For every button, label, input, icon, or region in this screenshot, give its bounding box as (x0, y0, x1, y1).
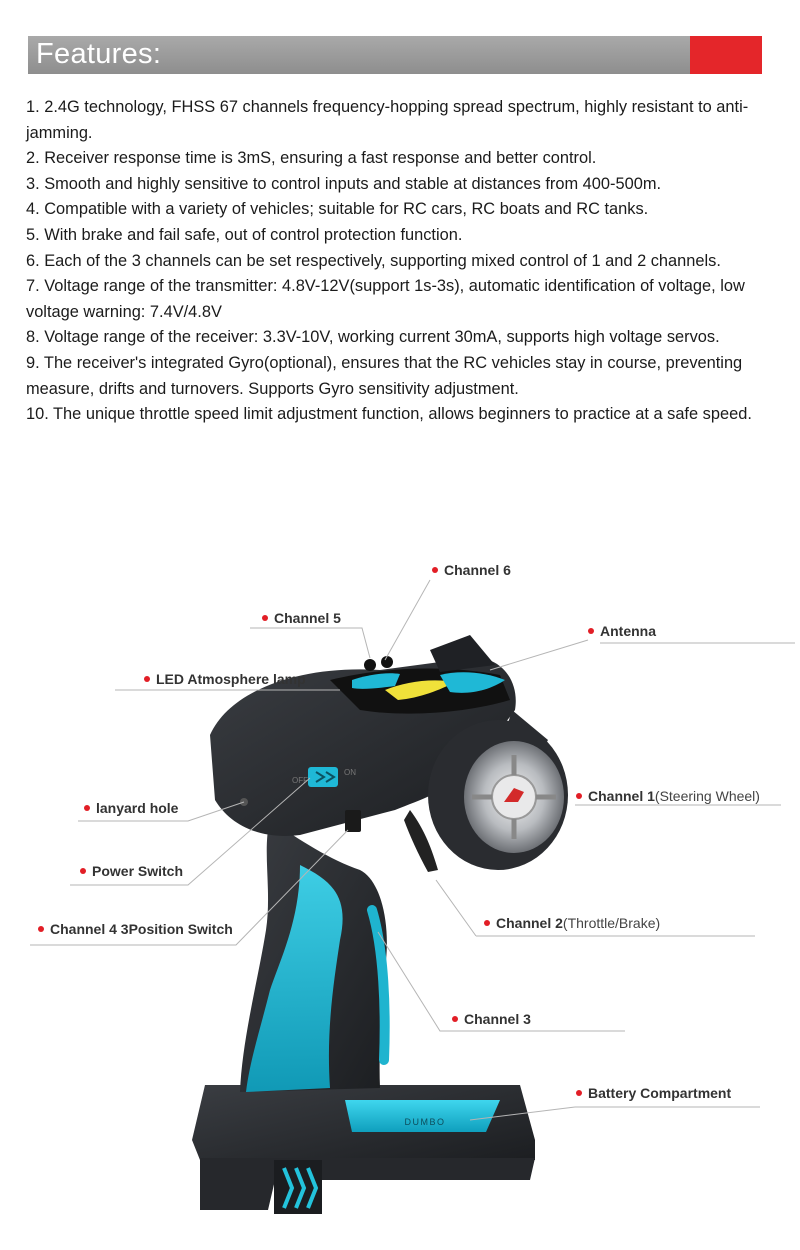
callout-label: Channel 1 (588, 788, 655, 804)
callout-sublabel: (Throttle/Brake) (562, 915, 661, 931)
callout-dot (262, 615, 268, 621)
callout-label: Antenna (600, 623, 656, 639)
callout-power-switch (80, 863, 183, 879)
brand-logo-text: DUMBO (404, 1117, 446, 1127)
transmitter-illustration (0, 540, 800, 1250)
feature-item: 4. Compatible with a variety of vehicles; suitable for RC cars, RC boats and RC tanks. (26, 200, 649, 219)
callout-channel5 (262, 610, 341, 626)
feature-item: 6. Each of the 3 channels can be set respectively, supporting mixed control of 1 and 2 channels. (26, 251, 721, 270)
channel4-switch-graphic (345, 810, 361, 832)
feature-item: 7. Voltage range of the transmitter: 4.8V-12V(support 1s-3s), automatic identification of voltage, low voltage warning: 7.4V/4.8V (26, 277, 745, 321)
callout-dot (80, 868, 86, 874)
callout-label: Channel 4 3Position Switch (50, 921, 233, 937)
callout-label: lanyard hole (96, 800, 179, 816)
switch-off-label: OFF (292, 776, 308, 785)
steering-wheel-graphic (428, 720, 568, 870)
feature-item: 9. The receiver's integrated Gyro(optional), ensures that the RC vehicles stay in course, preventing measure, drifts and turnovers. Supports Gyro sensitivity adjustment. (26, 353, 743, 398)
callout-label: Power Switch (92, 863, 184, 879)
callout-battery (576, 1085, 731, 1101)
callout-dot (452, 1016, 458, 1022)
channel6-knob (381, 656, 393, 668)
callout-dot (576, 793, 582, 799)
feature-item: 5. With brake and fail safe, out of control protection function. (26, 225, 463, 244)
transmitter-diagram (0, 540, 800, 1250)
base-unit (192, 1085, 535, 1214)
callout-channel6 (432, 562, 511, 578)
callout-lanyard-hole (84, 800, 178, 816)
header-accent-block (690, 36, 762, 74)
grip (240, 820, 387, 1092)
callout-dot (84, 805, 90, 811)
feature-item: 1. 2.4G technology, FHSS 67 channels frequency-hopping spread spectrum, highly resistant to anti-jamming. (26, 98, 749, 142)
feature-item: 2. Receiver response time is 3mS, ensuring a fast response and better control. (26, 149, 597, 168)
callout-dot (576, 1090, 582, 1096)
callout-dot (144, 676, 150, 682)
callout-channel4 (38, 921, 233, 937)
feature-item: 3. Smooth and highly sensitive to control inputs and stable at distances from 400-500m. (26, 174, 662, 193)
callout-dot (38, 926, 44, 932)
callout-label: Channel 6 (444, 562, 511, 578)
callout-dot (588, 628, 594, 634)
channel5-knob (364, 659, 376, 671)
callout-dot (432, 567, 438, 573)
callout-label: Battery Compartment (588, 1085, 732, 1101)
feature-item: 8. Voltage range of the receiver: 3.3V-10V, working current 30mA, supports high voltage servos. (26, 328, 720, 347)
callout-antenna (588, 623, 656, 639)
callout-label: Channel 2 (496, 915, 563, 931)
feature-item: 10. The unique throttle speed limit adjustment function, allows beginners to practice at a safe speed. (26, 405, 752, 424)
features-header (28, 36, 762, 74)
callout-led-lamp (144, 671, 306, 687)
leader-lines (30, 580, 795, 1120)
callout-channel3 (452, 1011, 531, 1027)
switch-on-label: ON (344, 768, 356, 777)
page-title: Features: (36, 38, 162, 70)
callout-label: LED Atmosphere lamp (156, 671, 306, 687)
features-list (26, 95, 776, 428)
callout-channel1 (576, 788, 760, 804)
callout-channel2 (484, 915, 660, 931)
callout-dot (484, 920, 490, 926)
callout-sublabel: (Steering Wheel) (654, 788, 760, 804)
callout-label: Channel 5 (274, 610, 341, 626)
callout-label: Channel 3 (464, 1011, 531, 1027)
